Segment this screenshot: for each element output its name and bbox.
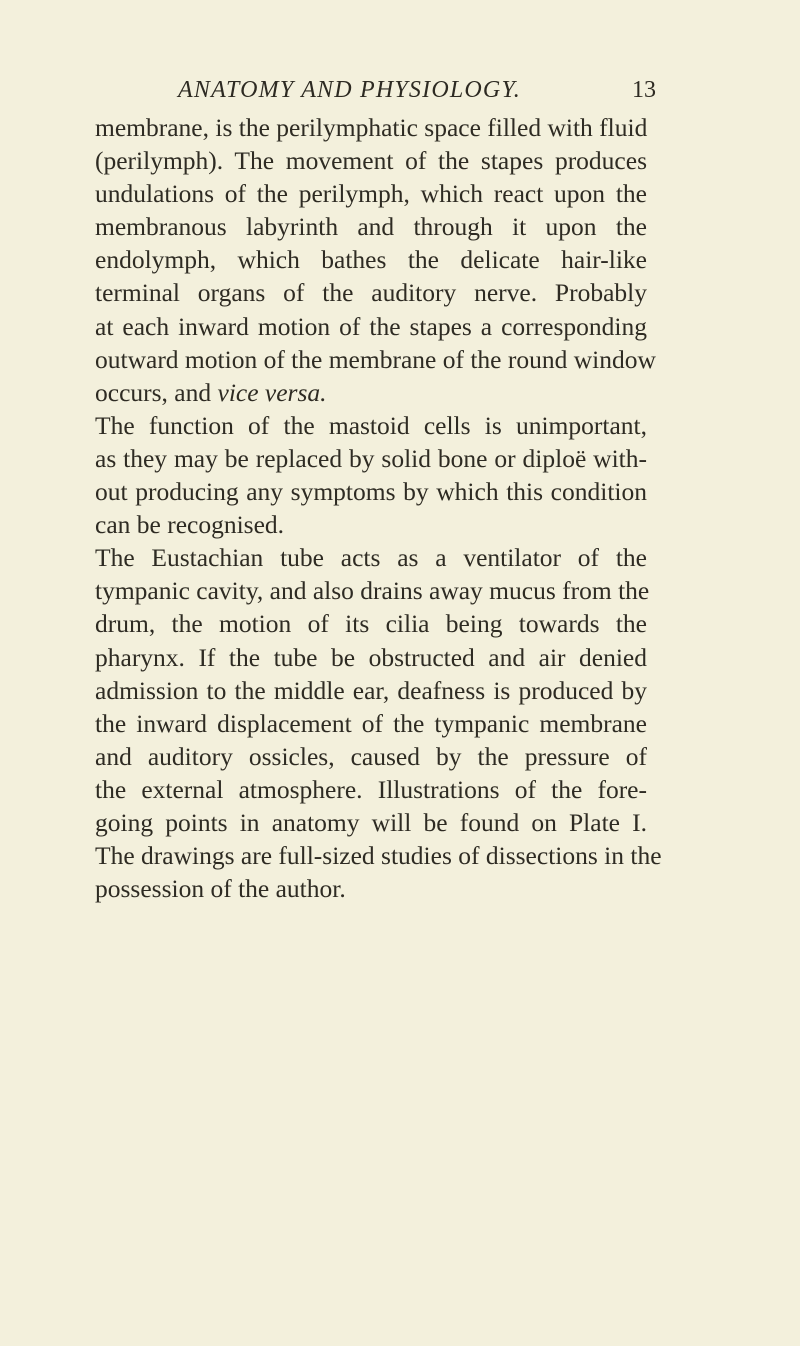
text-line: admission to the middle ear, deafness is produced by	[95, 675, 647, 705]
text-fragment: occurs, and	[95, 377, 212, 407]
text-line: drum, the motion of its cilia being towards the	[95, 609, 647, 639]
text-line: (perilymph). The movement of the stapes produces	[95, 146, 647, 176]
text-line: at each inward motion of the stapes a corresponding	[95, 311, 647, 341]
italic-phrase: vice versa.	[217, 377, 327, 407]
text-line: can be recognised.	[95, 510, 285, 540]
text-line: the external atmosphere. Illustrations of the fore-	[95, 774, 647, 804]
text-line: pharynx. If the tube be obstructed and air denied	[95, 642, 647, 672]
text-line: going points in anatomy will be found on Plate I.	[95, 807, 647, 837]
text-line	[95, 376, 647, 409]
text-line: possession of the author.	[95, 874, 346, 904]
text-line: membranous labyrinth and through it upon the	[95, 212, 647, 242]
text-line: The function of the mastoid cells is unimportant,	[95, 410, 647, 440]
text-line: terminal organs of the auditory nerve. Probably	[95, 278, 647, 308]
page-number: 13	[632, 77, 656, 103]
text-line: the inward displacement of the tympanic membrane	[95, 708, 647, 738]
text-line: tympanic cavity, and also drains away mucus from the	[95, 576, 650, 606]
text-line: out producing any symptoms by which this condition	[95, 477, 647, 507]
running-head: ANATOMY AND PHYSIOLOGY.	[178, 77, 522, 103]
text-line: and auditory ossicles, caused by the pressure of	[95, 741, 647, 771]
text-line: membrane, is the perilymphatic space filled with fluid	[95, 113, 648, 142]
text-line: as they may be replaced by solid bone or diploë with-	[95, 443, 647, 473]
text-line: The drawings are full-sized studies of dissections in the	[95, 841, 662, 871]
text-line: undulations of the perilymph, which react upon the	[95, 179, 647, 209]
text-line: The Eustachian tube acts as a ventilator of the	[95, 543, 647, 573]
body-text	[95, 111, 662, 905]
text-line: endolymph, which bathes the delicate hair-like	[95, 245, 647, 275]
text-line: outward motion of the membrane of the round window	[95, 344, 656, 374]
